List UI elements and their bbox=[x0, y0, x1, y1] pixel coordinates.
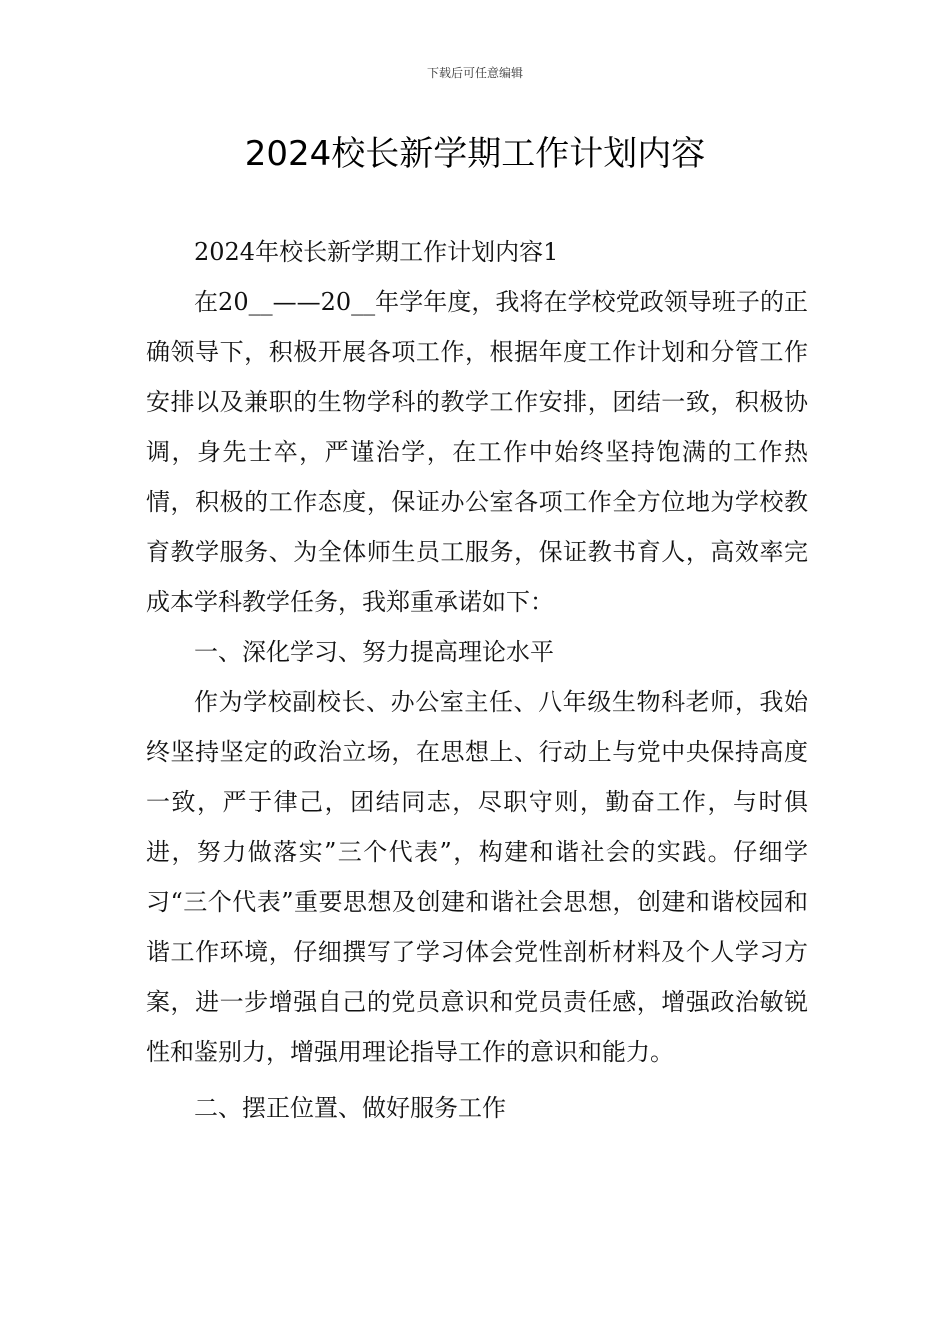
header-note: 下载后可任意编辑 bbox=[426, 66, 523, 80]
section-2-heading: 二、摆正位置、做好服务工作 bbox=[194, 1094, 506, 1122]
intro-paragraph: 在20__——20__年学年度，我将在学校党政领导班子的正确领导下，积极开展各项工作，根据年度工作计划和分管工作安排以及兼职的生物学科的教学工作安排，团结一致，积极协调，身先士卒，严谨治学，在工作中始终坚持饱满的工作热情，积极的工作态度，保证办公室各项工作全方位地为学校教育教学服务、为全体师生员工服务，保证教书育人，高效率完成本学科教学任务，我郑重承诺如下： bbox=[146, 288, 808, 616]
document-body bbox=[146, 227, 808, 1133]
section-1-heading: 一、深化学习、努力提高理论水平 bbox=[194, 638, 554, 666]
document-title: 2024校长新学期工作计划内容 bbox=[244, 134, 706, 174]
section-1-paragraph: 作为学校副校长、办公室主任、八年级生物科老师，我始终坚持坚定的政治立场，在思想上、行动上与党中央保持高度一致，严于律己，团结同志，尽职守则，勤奋工作，与时俱进，努力做落实”三个代表”，构建和谐社会的实践。仔细学习“三个代表”重要思想及创建和谐社会思想，创建和谐校园和谐工作环境，仔细撰写了学习体会党性剖析材料及个人学习方案，进一步增强自己的党员意识和党员责任感，增强政治敏锐性和鉴别力，增强用理论指导工作的意识和能力。 bbox=[146, 688, 808, 1066]
document-subtitle: 2024年校长新学期工作计划内容1 bbox=[194, 238, 559, 266]
